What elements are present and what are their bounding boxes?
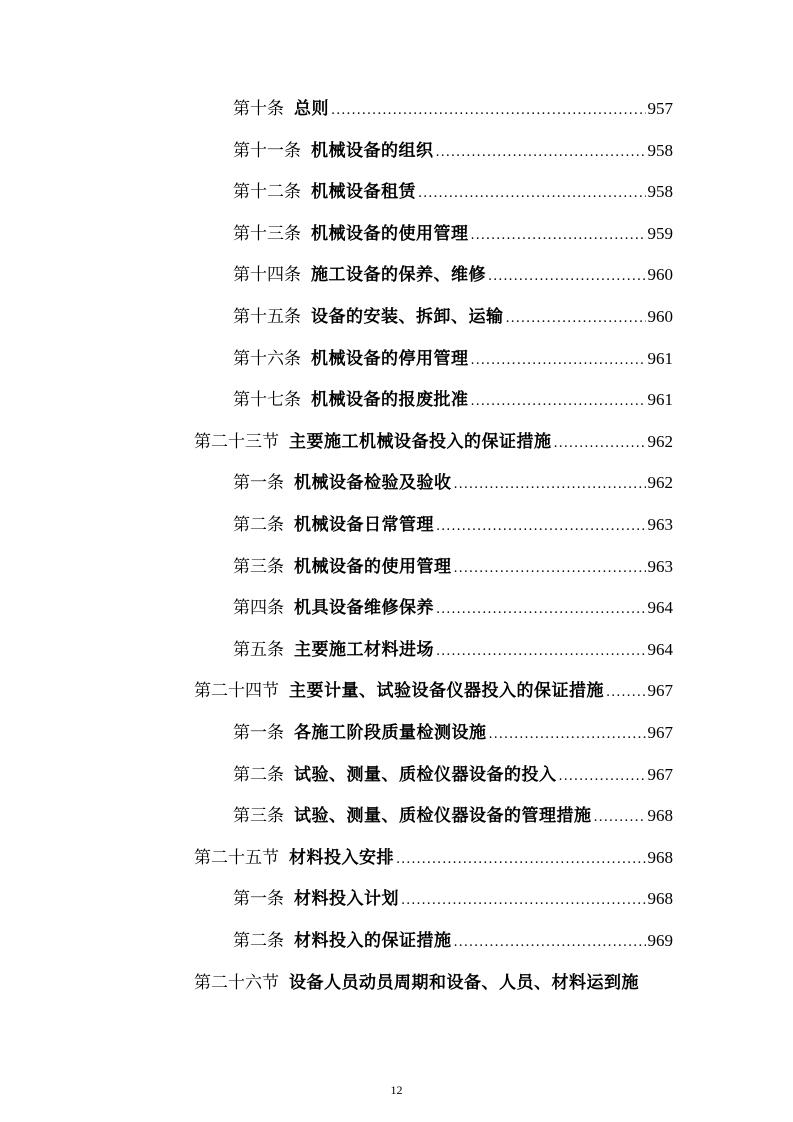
toc-entry-title: 材料投入的保证措施 (294, 931, 452, 951)
toc-entry-page: 968 (647, 889, 673, 909)
toc-entry-page: 968 (647, 806, 673, 826)
toc-entry[interactable] (233, 304, 673, 330)
toc-entry-page: 963 (647, 556, 673, 576)
toc-dot-leader (436, 639, 646, 665)
toc-entry-number: 第三条 (233, 556, 284, 577)
toc-entry-page: 961 (647, 390, 673, 410)
toc-dot-leader (471, 223, 646, 249)
toc-dot-leader (436, 514, 646, 540)
toc-dot-leader (489, 722, 646, 748)
toc-entry-number: 第一条 (233, 473, 284, 494)
toc-entry-title: 机械设备的报废批准 (311, 390, 469, 411)
toc-entry-page: 968 (647, 847, 673, 867)
toc-entry-number: 第十五条 (233, 307, 301, 327)
toc-dot-leader (436, 140, 646, 166)
toc-entry[interactable] (233, 720, 673, 746)
toc-entry[interactable] (233, 221, 673, 247)
toc-dot-leader (594, 805, 646, 831)
toc-entry[interactable] (233, 96, 673, 122)
toc-entry[interactable] (194, 845, 673, 871)
toc-entry-page: 962 (647, 431, 673, 451)
toc-dot-leader (471, 389, 646, 415)
page-number: 12 (390, 1083, 403, 1097)
toc-dot-leader (488, 264, 646, 290)
toc-entry-page: 969 (647, 931, 673, 950)
toc-entry-title: 试验、测量、质检仪器设备的投入 (294, 764, 557, 785)
toc-entry-number: 第二条 (233, 931, 284, 951)
toc-entry-title: 设备的安装、拆卸、运输 (311, 307, 504, 327)
toc-entry[interactable] (233, 179, 673, 205)
toc-entry-page: 964 (647, 598, 673, 618)
toc-entry-number: 第二十六节 (194, 972, 279, 993)
toc-entry-page: 960 (647, 307, 673, 326)
toc-entry[interactable] (233, 928, 673, 954)
toc-entry-number: 第二十三节 (194, 431, 279, 452)
toc-entry-title: 总则 (294, 99, 329, 119)
toc-entry-number: 第一条 (233, 889, 284, 910)
toc-entry[interactable] (233, 637, 673, 663)
toc-entry-page: 967 (647, 764, 673, 784)
toc-entry-number: 第二十五节 (194, 847, 279, 868)
toc-entry-title: 机具设备维修保养 (294, 598, 434, 619)
toc-entry-page: 958 (647, 182, 673, 202)
toc-entry-number: 第十三条 (233, 223, 301, 244)
toc-entry-number: 第二条 (233, 764, 284, 785)
toc-entry-number: 第四条 (233, 598, 284, 619)
toc-entry-title: 材料投入计划 (294, 889, 399, 910)
toc-entry-title: 机械设备检验及验收 (294, 473, 452, 494)
toc-entry-number: 第二十四节 (194, 681, 279, 702)
toc-dot-leader (331, 98, 646, 124)
toc-entry-page: 967 (647, 723, 673, 742)
toc-entry-number: 第十六条 (233, 348, 301, 369)
toc-entry-title: 机械设备日常管理 (294, 515, 434, 535)
toc-entry-title: 机械设备租赁 (311, 182, 416, 203)
toc-entry-title: 各施工阶段质量检测设施 (294, 723, 487, 743)
toc-entry[interactable] (233, 595, 673, 621)
toc-dot-leader (436, 597, 646, 623)
toc-entry[interactable] (233, 346, 673, 372)
toc-entry-page: 967 (647, 681, 673, 701)
toc-entry-title: 机械设备的使用管理 (311, 223, 469, 244)
toc-entry-page: 960 (647, 265, 673, 285)
toc-entry-number: 第十四条 (233, 265, 301, 286)
toc-entry-title: 机械设备的使用管理 (294, 556, 452, 577)
toc-entry[interactable] (233, 803, 673, 829)
toc-entry-number: 第十一条 (233, 140, 301, 161)
toc-entry-number: 第五条 (233, 639, 284, 660)
toc-entry-title: 设备人员动员周期和设备、人员、材料运到施 (289, 972, 639, 993)
toc-dot-leader (506, 306, 646, 332)
toc-dot-leader (606, 680, 646, 706)
toc-entry-page: 957 (647, 99, 673, 118)
toc-entry-page: 958 (647, 140, 673, 160)
toc-entry-number: 第十条 (233, 99, 284, 119)
toc-dot-leader (418, 181, 646, 207)
toc-entry-title: 主要施工材料进场 (294, 639, 434, 660)
toc-dot-leader (454, 472, 646, 498)
toc-entry-title: 材料投入安排 (289, 847, 394, 868)
toc-entry-title: 施工设备的保养、维修 (311, 265, 486, 286)
toc-entry[interactable] (233, 762, 673, 788)
toc-entry-number: 第二条 (233, 515, 284, 535)
toc-entry[interactable] (194, 970, 673, 996)
toc-entry-number: 第十二条 (233, 182, 301, 203)
toc-entry-title: 机械设备的组织 (311, 140, 434, 161)
toc-dot-leader (454, 556, 646, 582)
toc-entry[interactable] (233, 470, 673, 496)
toc-entry[interactable] (233, 138, 673, 164)
toc-entry-title: 主要施工机械设备投入的保证措施 (289, 431, 552, 452)
toc-entry[interactable] (194, 429, 673, 455)
toc-entry-page: 962 (647, 473, 673, 493)
toc-dot-leader (401, 888, 646, 914)
toc-entry[interactable] (233, 262, 673, 288)
toc-entry-page: 959 (647, 223, 673, 243)
toc-entry-page: 963 (647, 515, 673, 534)
toc-entry[interactable] (194, 678, 673, 704)
toc-dot-leader (454, 930, 646, 956)
toc-entry-title: 试验、测量、质检仪器设备的管理措施 (294, 806, 592, 827)
toc-entry-title: 主要计量、试验设备仪器投入的保证措施 (289, 681, 604, 702)
toc-entry-number: 第一条 (233, 723, 284, 743)
toc-entry[interactable] (233, 554, 673, 580)
toc-entry[interactable] (233, 512, 673, 538)
toc-dot-leader (554, 431, 646, 457)
toc-entry[interactable] (233, 886, 673, 912)
toc-entry-title: 机械设备的停用管理 (311, 348, 469, 369)
toc-dot-leader (471, 348, 646, 374)
toc-entry-page: 964 (647, 639, 673, 659)
toc-entry-page: 961 (647, 348, 673, 368)
toc-dot-leader (396, 847, 646, 873)
toc-entry-number: 第三条 (233, 806, 284, 827)
toc-entry-number: 第十七条 (233, 390, 301, 411)
toc-dot-leader (559, 764, 646, 790)
toc-entry[interactable] (233, 387, 673, 413)
